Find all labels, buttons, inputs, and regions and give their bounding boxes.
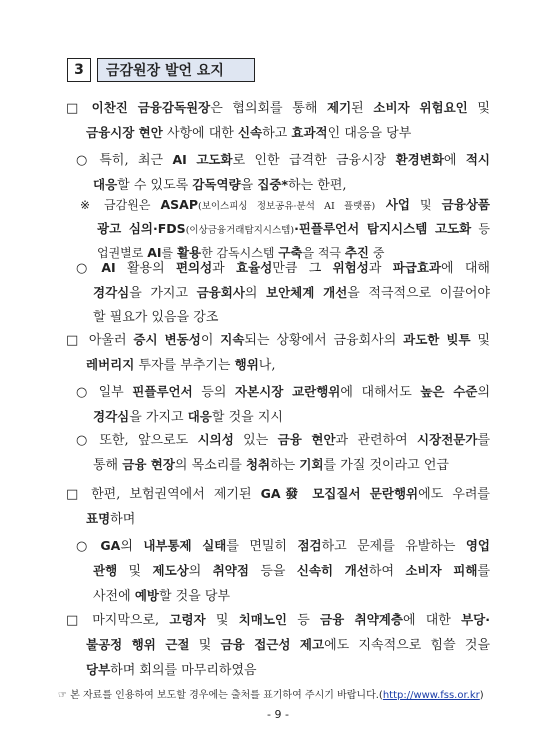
circle-bullet: ○ bbox=[76, 153, 88, 168]
section-heading bbox=[67, 58, 255, 82]
text-line: ○ GA의 내부통제 실태를 면밀히 점검하고 문제를 유발하는 영업 bbox=[76, 534, 490, 559]
text-line: □ 아울러 증시 변동성이 지속되는 상황에서 금융회사의 과도한 빚투 및 bbox=[66, 328, 490, 353]
square-bullet: □ bbox=[66, 333, 79, 348]
footnote-ai bbox=[80, 194, 490, 264]
page-number: - 9 - bbox=[267, 708, 289, 721]
paragraph-1a bbox=[76, 148, 490, 198]
square-bullet: □ bbox=[66, 101, 79, 116]
text-line: 금융시장 현안 사항에 대한 신속하고 효과적인 대응을 당부 bbox=[86, 125, 412, 141]
text-line: 경각심을 가지고 금융회사의 보안체계 개선을 적극적으로 이끌어야 bbox=[93, 285, 490, 301]
citation-text: 본 자료를 인용하여 보도할 경우에는 출처를 표기하여 주시기 바랍니다.( bbox=[70, 690, 383, 701]
text-line: ※ 금감원은 ASAP(보이스피싱 정보공유·분석 AI 플랫폼) 사업 및 금융상품 bbox=[80, 194, 490, 218]
paragraph-4 bbox=[66, 608, 490, 683]
paragraph-2b bbox=[76, 428, 490, 478]
text-line: 표명하며 bbox=[86, 511, 136, 527]
text-line: □ 마지막으로, 고령자 및 치매노인 등 금융 취약계층에 대한 부당· bbox=[66, 608, 490, 633]
circle-bullet: ○ bbox=[76, 385, 88, 400]
citation-notice: ☞ 본 자료를 인용하여 보도할 경우에는 출처를 표기하여 주시기 바랍니다.(http://www.fss.or.kr) bbox=[58, 690, 484, 701]
section-number: 3 bbox=[67, 58, 91, 82]
paragraph-3a bbox=[76, 534, 490, 609]
pointing-hand-icon: ☞ bbox=[58, 690, 67, 701]
text-line: □ 한편, 보험권역에서 제기된 GA發 모집질서 문란행위에도 우려를 bbox=[66, 482, 490, 507]
paragraph-1b bbox=[76, 256, 490, 330]
fss-website-link[interactable]: http://www.fss.or.kr bbox=[382, 690, 480, 701]
text-line: 당부하며 회의를 마무리하였음 bbox=[86, 662, 257, 678]
text-line: 사전에 예방할 것을 당부 bbox=[93, 588, 231, 604]
square-bullet: □ bbox=[66, 487, 79, 502]
square-bullet: □ bbox=[66, 613, 79, 628]
text-line: ○ 일부 핀플루언서 등의 자본시장 교란행위에 대해서도 높은 수준의 bbox=[76, 380, 490, 405]
text-line: 불공정 행위 근절 및 금융 접근성 제고에도 지속적으로 힘쓸 것을 bbox=[86, 637, 491, 653]
text-line: □ 이찬진 금융감독원장은 협의회를 통해 제기된 소비자 위험요인 및 bbox=[66, 96, 490, 121]
text-line: 할 필요가 있음을 강조 bbox=[93, 310, 219, 325]
circle-bullet: ○ bbox=[76, 539, 88, 554]
text-line: 광고 심의·FDS(이상금융거래탐지시스템)·핀플루언서 탐지시스템 고도화 등 bbox=[97, 221, 490, 236]
text-line: 업권별로 AI를 활용한 감독시스템 구축을 적극 추진 중 bbox=[97, 245, 385, 260]
paragraph-3 bbox=[66, 482, 490, 532]
asterisk-note-icon: ※ bbox=[80, 198, 91, 212]
text-line: 대응할 수 있도록 감독역량을 집중*하는 한편, bbox=[93, 177, 347, 193]
section-title: 금감원장 발언 요지 bbox=[97, 58, 255, 82]
text-line: ○ 또한, 앞으로도 시의성 있는 금융 현안과 관련하여 시장전문가를 bbox=[76, 428, 490, 453]
text-line: ○ 특히, 최근 AI 고도화로 인한 급격한 금융시장 환경변화에 적시 bbox=[76, 148, 490, 173]
text-line: 관행 및 제도상의 취약점 등을 신속히 개선하여 소비자 피해를 bbox=[93, 563, 490, 579]
circle-bullet: ○ bbox=[76, 261, 88, 276]
circle-bullet: ○ bbox=[76, 433, 88, 448]
text-line: 경각심을 가지고 대응할 것을 지시 bbox=[93, 409, 283, 425]
text-line: ○ AI 활용의 편의성과 효율성만큼 그 위험성과 파급효과에 대해 bbox=[76, 256, 490, 281]
paragraph-1 bbox=[66, 96, 490, 146]
text-line: 통해 금융 현장의 목소리를 청취하는 기회를 가질 것이라고 언급 bbox=[93, 457, 449, 473]
text-line: 레버리지 투자를 부추기는 행위나, bbox=[86, 357, 276, 373]
paragraph-2 bbox=[66, 328, 490, 378]
paragraph-2a bbox=[76, 380, 490, 430]
